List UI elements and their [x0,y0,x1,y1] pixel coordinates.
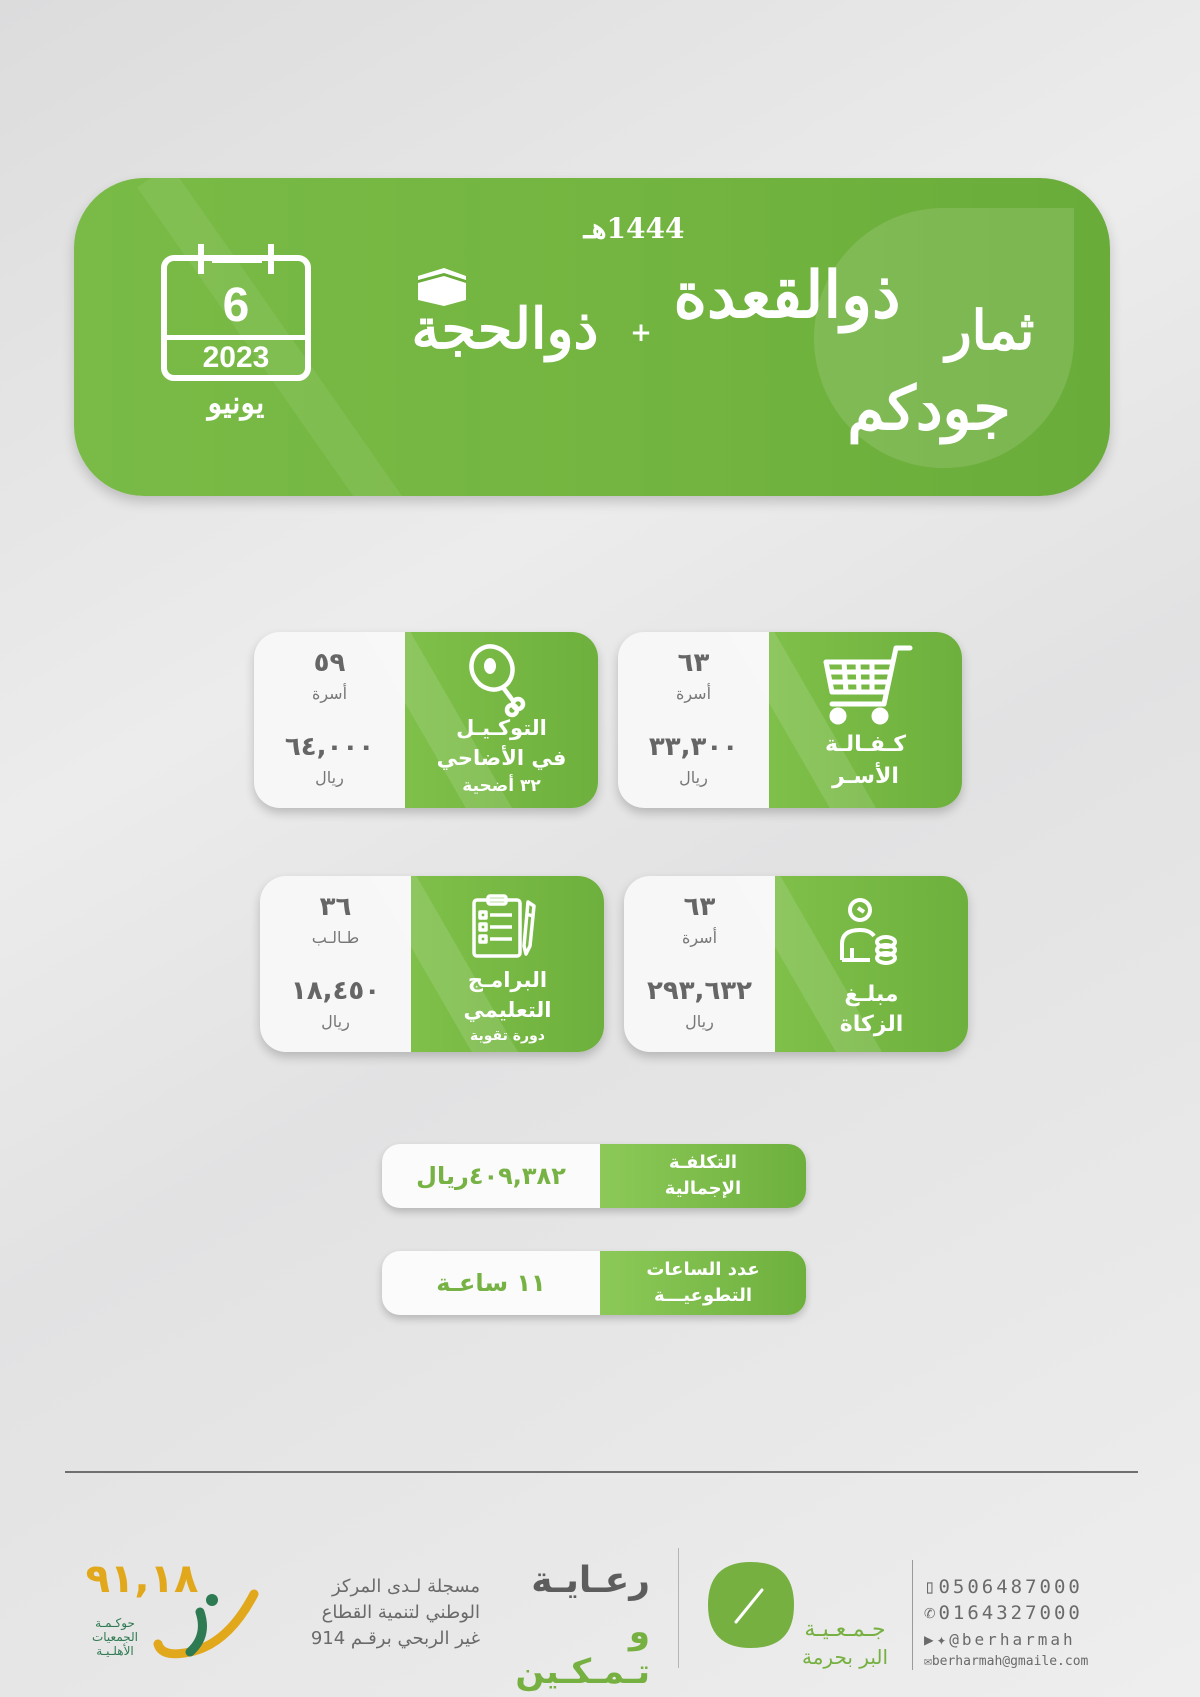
total-cost-value: ٤٠٩,٣٨٢ريال [416,1162,566,1190]
card-label-2: الزكاة [839,1012,904,1037]
card-label-2: في الأضاحي [436,746,567,770]
total-cost-label-1: التكلفـة [668,1152,738,1173]
phone-row-1 [924,1576,1124,1602]
calendar-day: 6 [222,279,250,332]
meat-leg-icon [468,642,532,726]
amount-unit: ريال [685,1012,714,1031]
amount-unit: ريال [315,768,344,787]
slogan-line-2: و تـمـكـين [515,1612,650,1692]
card-label-2: التعليمي [463,998,552,1022]
card-label-1: البرامـج [467,968,548,992]
calendar-connector [212,258,262,263]
phone-1[interactable]: 0506487000 [938,1576,1083,1598]
amount-value: ٦٤,٠٠٠ [284,732,375,762]
org-logo-icon [706,1560,796,1654]
mobile-icon: ▯ [924,1576,939,1598]
card-label-1: مبلـغ [844,982,899,1007]
person-coins-icon [838,894,902,970]
phone-row-2 [924,1602,1124,1628]
title-judakum: جودكم [847,374,1011,444]
governance-score: ٩١,١٨ [85,1556,199,1602]
stat-card-family-sponsorship [618,632,962,808]
total-cost-label-2: الإجمالية [664,1178,742,1199]
stat-card-education [260,876,604,1052]
youtube-icon: ▶ [924,1630,937,1649]
volunteer-hours-value: ١١ ساعـة [436,1269,546,1297]
org-name-2: البر بحرمة [801,1645,889,1669]
count-unit: أسرة [675,684,712,703]
month-dhul-hijjah: ذوالحجة [411,296,599,362]
total-cost-bar [382,1144,806,1208]
count-value: ٥٩ [313,648,346,678]
count-unit: أسرة [311,684,348,703]
title-thimar: ثمار [945,298,1035,362]
calendar-month: يونيو [207,387,265,420]
governance-logo-icon [150,1584,270,1672]
header-banner [74,178,1110,496]
plus-sign: + [630,318,652,348]
card-label-1: كـفـالـة [824,732,907,757]
month-dhul-qadah: ذوالقعدة [673,258,901,333]
count-value: ٦٣ [683,892,716,922]
footer-divider [65,1471,1138,1473]
email-icon: ✉ [924,1654,932,1669]
amount-unit: ريال [321,1012,350,1031]
card-label-3: ٣٢ أضحية [462,776,541,796]
volunteer-hours-label-2: التطوعيـــة [653,1285,753,1306]
email[interactable]: berharmah@gmaile.com [931,1654,1089,1669]
phone-icon: ✆ [924,1602,939,1624]
amount-value: ١٨,٤٥٠ [290,976,381,1006]
count-value: ٦٣ [677,648,710,678]
twitter-icon: ✦ [936,1630,950,1649]
stat-card-zakat [624,876,968,1052]
count-unit: طـالـب [311,928,360,947]
logo-separator [678,1548,679,1668]
shopping-cart-icon [814,642,914,730]
card-label-2: الأسـر [832,764,899,789]
stat-card-sacrifice [254,632,598,808]
governance-label-3: الأهلـيـة [96,1644,134,1658]
volunteer-hours-bar [382,1251,806,1315]
slogan-line-1: رعـايـة [531,1560,650,1601]
registration-line-2: الوطني لتنمية القطاع [321,1602,480,1623]
amount-unit: ريال [679,768,708,787]
governance-label-1: حوكـمـة [95,1616,135,1630]
volunteer-hours-label-1: عدد الساعات [646,1259,760,1280]
phone-2[interactable]: 0164327000 [938,1602,1083,1624]
amount-value: ٢٩٣,٦٣٢ [646,976,753,1006]
registration-line-3: غير الربحي برقـم 914 [310,1628,480,1649]
contact-separator [912,1560,913,1670]
social-handle[interactable]: @berharmah [949,1630,1076,1649]
amount-value: ٣٣,٣٠٠ [648,732,739,762]
hijri-year: 1444هـ [583,212,685,245]
card-label-3: دورة تقوية [470,1028,545,1044]
calendar-year: 2023 [202,341,270,374]
email-row [924,1654,1124,1674]
count-unit: أسرة [681,928,718,947]
org-name-1: جـمـعـيـة [804,1617,886,1642]
count-value: ٣٦ [319,892,352,922]
clipboard-icon [470,894,540,962]
registration-line-1: مسجلة لـدى المركز [332,1576,480,1597]
social-row [924,1630,1124,1654]
card-label-1: التوكـيـل [456,716,547,740]
governance-label-2: الجمعيات [91,1630,139,1644]
